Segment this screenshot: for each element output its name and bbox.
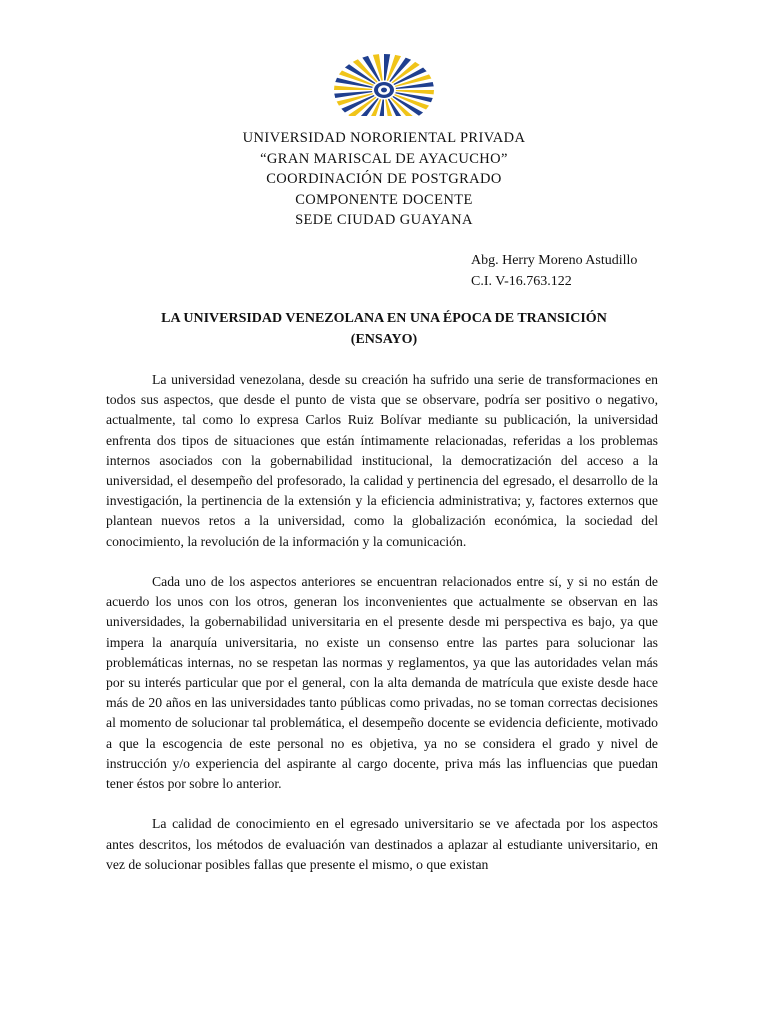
header-line-coordination: COORDINACIÓN DE POSTGRADO xyxy=(266,171,502,187)
header-line-campus: SEDE CIUDAD GUAYANA xyxy=(295,212,473,228)
title-line-main: LA UNIVERSIDAD VENEZOLANA EN UNA ÉPOCA DE TRANSICIÓN xyxy=(161,311,607,326)
header-line-university: UNIVERSIDAD NORORIENTAL PRIVADA xyxy=(242,130,526,146)
institution-header xyxy=(0,128,768,231)
seal-center-dot xyxy=(381,88,387,93)
header-line-component: COMPONENTE DOCENTE xyxy=(295,191,473,208)
paragraph-2: Cada uno de los aspectos anteriores se encuentran relacionados entre sí, y si no están de acuerdo los unos con los otros, generan los inconvenientes que actualmente se observan en las universidades, la gobernabilidad universitaria en el presente desde mi perspectiva es bajo, ya que impera la anarquía universitaria, no existe un consenso entre las partes para solucionar las problemáticas internas, no se respetan las normas y reglamentos, ya que las autoridades velan más por su interés particular que por el general, con la alta demanda de matrícula que existe desde hace más de 20 años en las universidades tanto públicas como privadas, no se toman correctas decisiones al momento de solucionar tal problemática, el desempeño docente se evidencia deficiente, motivado a que la escogencia de este personal no es objetiva, ya no se considera el grado y nivel de instrucción y/o experiencia del aspirante al cargo docente, priva más las influencias que puedan tener éstos por sobre lo anterior. xyxy=(106,574,658,792)
essay-title xyxy=(0,309,768,350)
author-id: C.I. V-16.763.122 xyxy=(471,274,572,289)
author-name: Abg. Herry Moreno Astudillo xyxy=(471,253,638,268)
paragraph-1: La universidad venezolana, desde su creación ha sufrido una serie de transformaciones en todos sus aspectos, que desde el punto de vista que se observare, podría ser positivo o negativo, actualmente, tal como lo expresa Carlos Ruiz Bolívar mediante su publicación, la universidad enfrenta dos tipos de situaciones que están íntimamente relacionadas, referidas a los problemas internos asociados con la gobernabilidad institucional, la democratización del acceso a la universidad, el desempeño del profesorado, la calidad y pertinencia del egresado, el desarrollo de la investigación, la pertinencia de la extensión y la eficiencia administrativa; y, factores externos que plantean nuevos retos a la universidad, como la globalización económica, la sociedad del conocimiento, la revolución de la información y la comunicación. xyxy=(106,372,658,549)
paragraph-3: La calidad de conocimiento en el egresado universitario se ve afectada por los aspectos antes descritos, los métodos de evaluación van destinados a aplazar al estudiante universitario, en vez de solucionar posibles fallas que presente el mismo, o que existan xyxy=(106,816,658,872)
sunburst-seal-icon xyxy=(332,40,436,116)
university-logo xyxy=(332,40,436,116)
title-line-subtitle: (ENSAYO) xyxy=(350,331,418,347)
author-block xyxy=(471,250,637,292)
essay-body xyxy=(106,370,658,895)
header-line-name: “GRAN MARISCAL DE AYACUCHO” xyxy=(260,150,508,167)
